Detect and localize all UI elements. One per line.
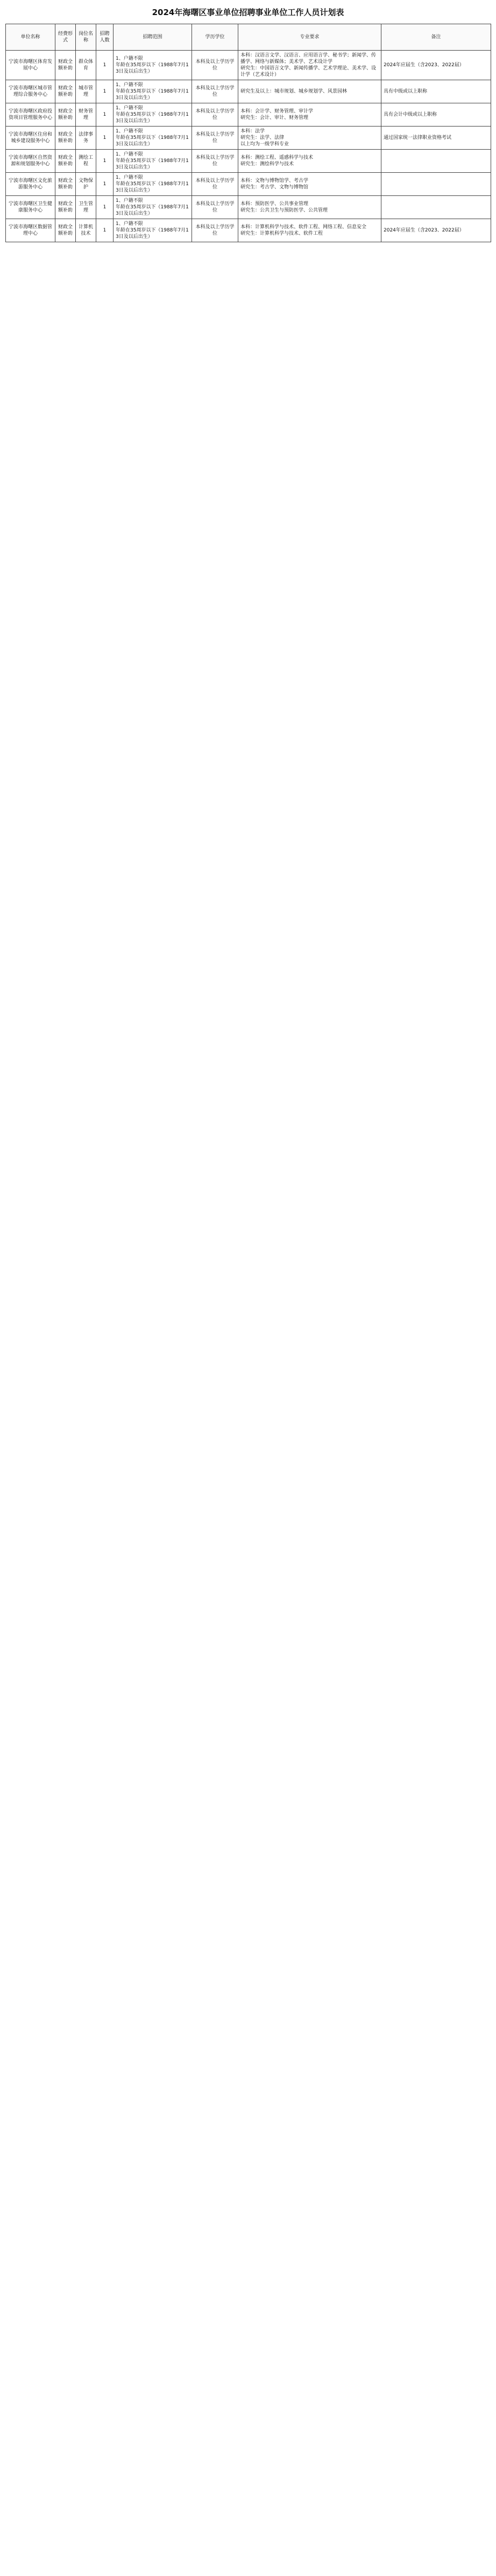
cell-scope	[114, 196, 192, 219]
cell-scope	[114, 103, 192, 127]
cell-unit	[6, 127, 55, 150]
cell-major	[238, 173, 381, 196]
cell-scope-line: 1、户籍不限	[116, 106, 143, 111]
cell-scope-line: 年龄在35周岁以下（1988年7月13日及以后出生）	[116, 205, 189, 216]
cell-position-line: 财务管理	[78, 109, 93, 121]
table-row	[6, 127, 491, 150]
cell-position	[76, 150, 96, 173]
cell-scope	[114, 173, 192, 196]
cell-education-line: 本科及以上学历学位	[195, 86, 235, 97]
cell-funding-line: 财政全额补助	[58, 109, 73, 121]
cell-note	[381, 196, 491, 219]
cell-scope-line: 1、户籍不限	[116, 56, 143, 61]
table-row	[6, 196, 491, 219]
cell-major	[238, 150, 381, 173]
cell-count	[96, 196, 114, 219]
cell-major-line: 研究生：法学、法律	[240, 135, 285, 141]
cell-note	[381, 51, 491, 80]
cell-unit-line: 宁波市海曙区政府投资项目管理服务中心	[8, 109, 52, 121]
cell-funding-line: 财政全额补助	[58, 201, 73, 213]
cell-funding	[55, 80, 76, 103]
header-education: 学历学位	[192, 24, 238, 51]
cell-scope-line: 年龄在35周岁以下（1988年7月13日及以后出生）	[116, 228, 189, 240]
cell-major	[238, 103, 381, 127]
cell-scope-line: 1、户籍不限	[116, 152, 143, 157]
cell-major-line: 本科：文物与博物馆学、考古学	[240, 178, 309, 184]
cell-note-line: 2024年应届生（含2023、2022届）	[384, 228, 464, 233]
cell-scope-line: 1、户籍不限	[116, 129, 143, 134]
cell-scope-line: 年龄在35周岁以下（1988年7月13日及以后出生）	[116, 158, 189, 170]
cell-unit	[6, 150, 55, 173]
cell-note-line: 具有会计中级或以上职称	[384, 112, 437, 117]
cell-position-line: 群众体育	[78, 59, 93, 71]
cell-count-line: 1	[103, 205, 107, 210]
table-row	[6, 150, 491, 173]
cell-major-line: 研究生：考古学、文物与博物馆	[240, 185, 309, 190]
cell-education-line: 本科及以上学历学位	[195, 59, 235, 71]
cell-funding	[55, 51, 76, 80]
cell-major	[238, 127, 381, 150]
header-position: 岗位名称	[76, 24, 96, 51]
cell-major-line: 研究生：测绘科学与技术	[240, 162, 294, 167]
cell-note-line: 2024年应届生（含2023、2022届）	[384, 62, 464, 68]
cell-funding-line: 财政全额补助	[58, 155, 73, 167]
cell-major-line: 本科：计算机科学与技术、软件工程、网络工程、信息安全	[240, 224, 367, 230]
cell-major-line: 以上均为一级学科专业	[240, 142, 289, 147]
cell-unit	[6, 219, 55, 242]
header-funding: 经费形式	[55, 24, 76, 51]
cell-note	[381, 219, 491, 242]
cell-note	[381, 173, 491, 196]
cell-scope	[114, 219, 192, 242]
cell-scope	[114, 127, 192, 150]
cell-education-line: 本科及以上学历学位	[195, 155, 235, 167]
cell-major	[238, 80, 381, 103]
cell-count-line: 1	[103, 112, 107, 117]
cell-major	[238, 219, 381, 242]
cell-position-line: 计算机技术	[78, 224, 93, 236]
cell-position	[76, 127, 96, 150]
cell-education	[192, 80, 238, 103]
cell-scope	[114, 51, 192, 80]
cell-major-line: 研究生：公共卫生与预防医学、公共管理	[240, 208, 328, 213]
cell-count	[96, 173, 114, 196]
cell-education	[192, 173, 238, 196]
cell-unit	[6, 80, 55, 103]
cell-scope-line: 1、户籍不限	[116, 221, 143, 227]
document-page	[5, 0, 491, 242]
cell-funding	[55, 173, 76, 196]
cell-major-line: 研究生：中国语言文学、新闻传播学、艺术学理论、美术学、设计学（艺术设计）	[240, 66, 377, 78]
page-title: 2024年海曙区事业单位招聘事业单位工作人员计划表	[152, 8, 344, 17]
cell-funding	[55, 219, 76, 242]
cell-note	[381, 80, 491, 103]
cell-education	[192, 219, 238, 242]
cell-major-line: 研究生及以上：城市规划、城乡规划学、风景园林	[240, 89, 348, 94]
cell-count-line: 1	[103, 62, 107, 68]
cell-major-line: 研究生：计算机科学与技术、软件工程	[240, 231, 323, 236]
cell-unit	[6, 103, 55, 127]
cell-note	[381, 103, 491, 127]
cell-scope-line: 年龄在35周岁以下（1988年7月13日及以后出生）	[116, 62, 189, 74]
cell-scope-line: 1、户籍不限	[116, 82, 143, 88]
cell-education-line: 本科及以上学历学位	[195, 109, 235, 121]
cell-major-line: 本科：法学	[240, 129, 265, 134]
cell-count-line: 1	[103, 228, 107, 233]
cell-note-line: 具有中级或以上职称	[384, 89, 428, 94]
cell-note	[381, 127, 491, 150]
cell-unit-line: 宁波市海曙区住房和城乡建设服务中心	[8, 132, 52, 144]
cell-education	[192, 103, 238, 127]
cell-education	[192, 196, 238, 219]
cell-unit-line: 宁波市海曙区自然资源和规划服务中心	[8, 155, 52, 167]
cell-major-line: 本科：测绘工程、遥感科学与技术	[240, 155, 314, 160]
cell-unit-line: 宁波市海曙区文化旅游服务中心	[8, 178, 52, 190]
cell-education	[192, 150, 238, 173]
cell-unit	[6, 173, 55, 196]
cell-position	[76, 196, 96, 219]
header-unit: 单位名称	[6, 24, 55, 51]
cell-position	[76, 103, 96, 127]
cell-funding	[55, 150, 76, 173]
cell-major-line: 研究生：会计、审计、财务管理	[240, 115, 309, 121]
cell-scope-line: 1、户籍不限	[116, 198, 143, 203]
cell-education-line: 本科及以上学历学位	[195, 132, 235, 144]
header-scope: 招聘范围	[114, 24, 192, 51]
cell-count	[96, 150, 114, 173]
cell-funding-line: 财政全额补助	[58, 132, 73, 144]
cell-count	[96, 103, 114, 127]
cell-scope	[114, 150, 192, 173]
cell-scope-line: 年龄在35周岁以下（1988年7月13日及以后出生）	[116, 89, 189, 101]
recruitment-plan-table	[5, 24, 491, 242]
cell-count-line: 1	[103, 158, 107, 164]
cell-unit-line: 宁波市海曙区体育发展中心	[8, 59, 52, 71]
cell-education	[192, 51, 238, 80]
cell-unit-line: 宁波市海曙区卫生健康服务中心	[8, 201, 52, 213]
cell-unit-line: 宁波市海曙区城市管理综合服务中心	[8, 86, 52, 97]
cell-education-line: 本科及以上学历学位	[195, 201, 235, 213]
cell-scope-line: 年龄在35周岁以下（1988年7月13日及以后出生）	[116, 112, 189, 124]
cell-major-line: 本科：会计学、财务管理、审计学	[240, 109, 314, 114]
cell-count-line: 1	[103, 89, 107, 94]
cell-count	[96, 51, 114, 80]
cell-count-line: 1	[103, 181, 107, 187]
cell-position	[76, 173, 96, 196]
cell-unit-line: 宁波市海曙区数据管理中心	[8, 224, 52, 236]
table-row	[6, 103, 491, 127]
cell-note-line: 通过国家统一法律职业资格考试	[384, 135, 452, 141]
cell-funding	[55, 103, 76, 127]
cell-funding	[55, 196, 76, 219]
cell-position-line: 测绘工程	[78, 155, 93, 167]
cell-unit	[6, 51, 55, 80]
header-major: 专业要求	[238, 24, 381, 51]
cell-education-line: 本科及以上学历学位	[195, 178, 235, 190]
cell-education-line: 本科及以上学历学位	[195, 224, 235, 236]
header-note: 备注	[381, 24, 491, 51]
cell-position-line: 法律事务	[78, 132, 93, 144]
header-count: 招聘人数	[96, 24, 114, 51]
cell-major	[238, 196, 381, 219]
cell-funding-line: 财政全额补助	[58, 86, 73, 97]
cell-scope-line: 1、户籍不限	[116, 175, 143, 180]
cell-position-line: 卫生管理	[78, 201, 93, 213]
cell-funding	[55, 127, 76, 150]
cell-count	[96, 80, 114, 103]
cell-unit	[6, 196, 55, 219]
cell-education	[192, 127, 238, 150]
cell-count	[96, 127, 114, 150]
cell-position	[76, 80, 96, 103]
cell-funding-line: 财政全额补助	[58, 59, 73, 71]
table-row	[6, 173, 491, 196]
cell-major-line: 本科：预防医学、公共事业管理	[240, 201, 309, 207]
table-row	[6, 80, 491, 103]
cell-position	[76, 51, 96, 80]
table-row	[6, 219, 491, 242]
cell-major-line: 本科：汉语言文学、汉语言、应用语言学、秘书学；新闻学、传播学、网络与新媒体；美术学、艺术设计学	[240, 53, 377, 65]
table-body	[6, 51, 491, 242]
cell-funding-line: 财政全额补助	[58, 224, 73, 236]
cell-count-line: 1	[103, 135, 107, 141]
table-header-row	[6, 24, 491, 51]
table-row	[6, 51, 491, 80]
cell-count	[96, 219, 114, 242]
cell-funding-line: 财政全额补助	[58, 178, 73, 190]
cell-scope	[114, 80, 192, 103]
cell-major	[238, 51, 381, 80]
cell-position-line: 城市管理	[78, 86, 93, 97]
cell-position-line: 文物保护	[78, 178, 93, 190]
cell-position	[76, 219, 96, 242]
cell-scope-line: 年龄在35周岁以下（1988年7月13日及以后出生）	[116, 181, 189, 193]
cell-note	[381, 150, 491, 173]
cell-scope-line: 年龄在35周岁以下（1988年7月13日及以后出生）	[116, 135, 189, 147]
